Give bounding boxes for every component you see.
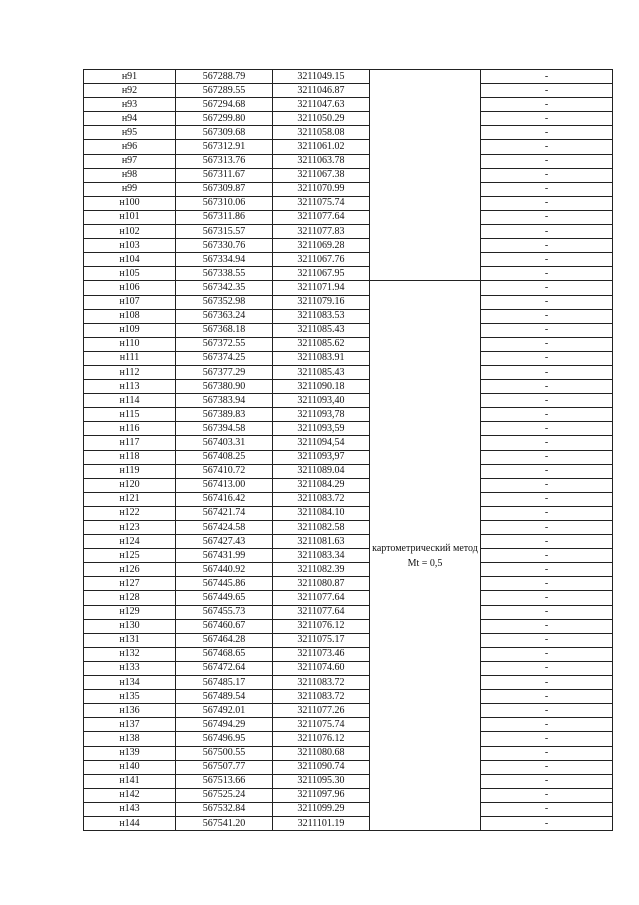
table-row (84, 84, 613, 98)
x-coordinate-cell: 567309.87 (176, 182, 273, 196)
method-cell-lower (370, 281, 481, 831)
table-row (84, 351, 613, 365)
x-coordinate-cell: 567334.94 (176, 253, 273, 267)
x-coordinate-cell: 567500.55 (176, 746, 273, 760)
dash-cell: - (481, 351, 613, 365)
x-coordinate-cell: 567389.83 (176, 408, 273, 422)
dash-cell: - (481, 210, 613, 224)
dash-cell: - (481, 774, 613, 788)
x-coordinate-cell: 567394.58 (176, 422, 273, 436)
dash-cell: - (481, 464, 613, 478)
y-coordinate-cell: 3211047.63 (273, 98, 370, 112)
table-row (84, 816, 613, 830)
y-coordinate-cell: 3211090.18 (273, 380, 370, 394)
table-row (84, 478, 613, 492)
table-row (84, 408, 613, 422)
point-name-cell: н97 (84, 154, 176, 168)
dash-cell: - (481, 704, 613, 718)
x-coordinate-cell: 567464.28 (176, 633, 273, 647)
x-coordinate-cell: 567525.24 (176, 788, 273, 802)
x-coordinate-cell: 567342.35 (176, 281, 273, 295)
table-row (84, 168, 613, 182)
table-row (84, 591, 613, 605)
point-name-cell: н124 (84, 535, 176, 549)
table-row (84, 295, 613, 309)
y-coordinate-cell: 3211101.19 (273, 816, 370, 830)
point-name-cell: н101 (84, 210, 176, 224)
point-name-cell: н95 (84, 126, 176, 140)
y-coordinate-cell: 3211095.30 (273, 774, 370, 788)
table-row (84, 802, 613, 816)
table-row (84, 577, 613, 591)
x-coordinate-cell: 567299.80 (176, 112, 273, 126)
dash-cell: - (481, 422, 613, 436)
table-row (84, 281, 613, 295)
y-coordinate-cell: 3211077.64 (273, 210, 370, 224)
y-coordinate-cell: 3211061.02 (273, 140, 370, 154)
point-name-cell: н125 (84, 549, 176, 563)
point-name-cell: н138 (84, 732, 176, 746)
point-name-cell: н128 (84, 591, 176, 605)
y-coordinate-cell: 3211075.74 (273, 196, 370, 210)
dash-cell: - (481, 605, 613, 619)
table-row (84, 422, 613, 436)
x-coordinate-cell: 567408.25 (176, 450, 273, 464)
y-coordinate-cell: 3211083.53 (273, 309, 370, 323)
y-coordinate-cell: 3211093,40 (273, 394, 370, 408)
x-coordinate-cell: 567352.98 (176, 295, 273, 309)
x-coordinate-cell: 567541.20 (176, 816, 273, 830)
y-coordinate-cell: 3211083.91 (273, 351, 370, 365)
y-coordinate-cell: 3211080.68 (273, 746, 370, 760)
y-coordinate-cell: 3211082.39 (273, 563, 370, 577)
dash-cell: - (481, 619, 613, 633)
dash-cell: - (481, 802, 613, 816)
point-name-cell: н143 (84, 802, 176, 816)
y-coordinate-cell: 3211085.43 (273, 365, 370, 379)
point-name-cell: н92 (84, 84, 176, 98)
table-row (84, 732, 613, 746)
table-row (84, 464, 613, 478)
point-name-cell: н139 (84, 746, 176, 760)
point-name-cell: н141 (84, 774, 176, 788)
method-cell-upper (370, 70, 481, 281)
table-row (84, 760, 613, 774)
table-row (84, 718, 613, 732)
x-coordinate-cell: 567472.64 (176, 661, 273, 675)
point-name-cell: н137 (84, 718, 176, 732)
table-row (84, 98, 613, 112)
y-coordinate-cell: 3211067.95 (273, 267, 370, 281)
dash-cell: - (481, 70, 613, 84)
point-name-cell: н110 (84, 337, 176, 351)
table-row (84, 309, 613, 323)
dash-cell: - (481, 478, 613, 492)
y-coordinate-cell: 3211099.29 (273, 802, 370, 816)
table-row (84, 506, 613, 520)
y-coordinate-cell: 3211094,54 (273, 436, 370, 450)
y-coordinate-cell: 3211077.26 (273, 704, 370, 718)
table-row (84, 774, 613, 788)
y-coordinate-cell: 3211090.74 (273, 760, 370, 774)
dash-cell: - (481, 647, 613, 661)
table-row (84, 267, 613, 281)
point-name-cell: н93 (84, 98, 176, 112)
x-coordinate-cell: 567383.94 (176, 394, 273, 408)
table-row (84, 70, 613, 84)
x-coordinate-cell: 567440.92 (176, 563, 273, 577)
dash-cell: - (481, 295, 613, 309)
point-name-cell: н142 (84, 788, 176, 802)
coordinates-table-body (84, 70, 613, 831)
y-coordinate-cell: 3211084.10 (273, 506, 370, 520)
dash-cell: - (481, 112, 613, 126)
table-row (84, 323, 613, 337)
dash-cell: - (481, 98, 613, 112)
x-coordinate-cell: 567338.55 (176, 267, 273, 281)
table-row (84, 394, 613, 408)
point-name-cell: н103 (84, 239, 176, 253)
point-name-cell: н121 (84, 492, 176, 506)
table-row (84, 337, 613, 351)
x-coordinate-cell: 567496.95 (176, 732, 273, 746)
point-name-cell: н144 (84, 816, 176, 830)
y-coordinate-cell: 3211093,78 (273, 408, 370, 422)
y-coordinate-cell: 3211076.12 (273, 619, 370, 633)
point-name-cell: н131 (84, 633, 176, 647)
x-coordinate-cell: 567424.58 (176, 521, 273, 535)
table-row (84, 521, 613, 535)
dash-cell: - (481, 492, 613, 506)
method-description: картометрический метод Mt = 0,5 (372, 542, 478, 569)
x-coordinate-cell: 567413.00 (176, 478, 273, 492)
y-coordinate-cell: 3211083.34 (273, 549, 370, 563)
dash-cell: - (481, 816, 613, 830)
y-coordinate-cell: 3211084.29 (273, 478, 370, 492)
dash-cell: - (481, 337, 613, 351)
y-coordinate-cell: 3211076.12 (273, 732, 370, 746)
x-coordinate-cell: 567363.24 (176, 309, 273, 323)
y-coordinate-cell: 3211077.83 (273, 225, 370, 239)
point-name-cell: н108 (84, 309, 176, 323)
table-row (84, 225, 613, 239)
x-coordinate-cell: 567288.79 (176, 70, 273, 84)
point-name-cell: н130 (84, 619, 176, 633)
x-coordinate-cell: 567416.42 (176, 492, 273, 506)
table-row (84, 535, 613, 549)
x-coordinate-cell: 567403.31 (176, 436, 273, 450)
y-coordinate-cell: 3211063.78 (273, 154, 370, 168)
dash-cell: - (481, 521, 613, 535)
dash-cell: - (481, 661, 613, 675)
point-name-cell: н134 (84, 676, 176, 690)
dash-cell: - (481, 746, 613, 760)
table-row (84, 450, 613, 464)
y-coordinate-cell: 3211075.74 (273, 718, 370, 732)
point-name-cell: н122 (84, 506, 176, 520)
point-name-cell: н133 (84, 661, 176, 675)
table-row (84, 154, 613, 168)
y-coordinate-cell: 3211046.87 (273, 84, 370, 98)
dash-cell: - (481, 690, 613, 704)
y-coordinate-cell: 3211083.72 (273, 492, 370, 506)
x-coordinate-cell: 567485.17 (176, 676, 273, 690)
table-row (84, 239, 613, 253)
x-coordinate-cell: 567311.86 (176, 210, 273, 224)
dash-cell: - (481, 408, 613, 422)
y-coordinate-cell: 3211067.76 (273, 253, 370, 267)
y-coordinate-cell: 3211083.72 (273, 676, 370, 690)
x-coordinate-cell: 567507.77 (176, 760, 273, 774)
x-coordinate-cell: 567410.72 (176, 464, 273, 478)
y-coordinate-cell: 3211075.17 (273, 633, 370, 647)
dash-cell: - (481, 577, 613, 591)
dash-cell: - (481, 323, 613, 337)
y-coordinate-cell: 3211071.94 (273, 281, 370, 295)
dash-cell: - (481, 365, 613, 379)
x-coordinate-cell: 567513.66 (176, 774, 273, 788)
y-coordinate-cell: 3211093,97 (273, 450, 370, 464)
y-coordinate-cell: 3211085.62 (273, 337, 370, 351)
point-name-cell: н113 (84, 380, 176, 394)
table-row (84, 633, 613, 647)
x-coordinate-cell: 567377.29 (176, 365, 273, 379)
dash-cell: - (481, 549, 613, 563)
y-coordinate-cell: 3211083.72 (273, 690, 370, 704)
y-coordinate-cell: 3211070.99 (273, 182, 370, 196)
point-name-cell: н120 (84, 478, 176, 492)
dash-cell: - (481, 281, 613, 295)
x-coordinate-cell: 567311.67 (176, 168, 273, 182)
dash-cell: - (481, 154, 613, 168)
table-row (84, 492, 613, 506)
table-row (84, 196, 613, 210)
point-name-cell: н99 (84, 182, 176, 196)
point-name-cell: н107 (84, 295, 176, 309)
point-name-cell: н114 (84, 394, 176, 408)
dash-cell: - (481, 732, 613, 746)
point-name-cell: н126 (84, 563, 176, 577)
table-row (84, 365, 613, 379)
x-coordinate-cell: 567294.68 (176, 98, 273, 112)
table-row (84, 704, 613, 718)
x-coordinate-cell: 567380.90 (176, 380, 273, 394)
y-coordinate-cell: 3211069.28 (273, 239, 370, 253)
point-name-cell: н123 (84, 521, 176, 535)
dash-cell: - (481, 760, 613, 774)
point-name-cell: н116 (84, 422, 176, 436)
x-coordinate-cell: 567494.29 (176, 718, 273, 732)
x-coordinate-cell: 567468.65 (176, 647, 273, 661)
point-name-cell: н118 (84, 450, 176, 464)
table-row (84, 112, 613, 126)
x-coordinate-cell: 567368.18 (176, 323, 273, 337)
x-coordinate-cell: 567330.76 (176, 239, 273, 253)
point-name-cell: н105 (84, 267, 176, 281)
point-name-cell: н109 (84, 323, 176, 337)
y-coordinate-cell: 3211081.63 (273, 535, 370, 549)
table-row (84, 253, 613, 267)
table-row (84, 661, 613, 675)
point-name-cell: н132 (84, 647, 176, 661)
dash-cell: - (481, 168, 613, 182)
dash-cell: - (481, 563, 613, 577)
x-coordinate-cell: 567289.55 (176, 84, 273, 98)
x-coordinate-cell: 567449.65 (176, 591, 273, 605)
point-name-cell: н117 (84, 436, 176, 450)
y-coordinate-cell: 3211077.64 (273, 605, 370, 619)
point-name-cell: н98 (84, 168, 176, 182)
table-row (84, 210, 613, 224)
dash-cell: - (481, 788, 613, 802)
dash-cell: - (481, 633, 613, 647)
table-row (84, 788, 613, 802)
dash-cell: - (481, 182, 613, 196)
point-name-cell: н111 (84, 351, 176, 365)
dash-cell: - (481, 126, 613, 140)
point-name-cell: н96 (84, 140, 176, 154)
x-coordinate-cell: 567431.99 (176, 549, 273, 563)
x-coordinate-cell: 567455.73 (176, 605, 273, 619)
dash-cell: - (481, 239, 613, 253)
y-coordinate-cell: 3211067.38 (273, 168, 370, 182)
table-row (84, 676, 613, 690)
dash-cell: - (481, 506, 613, 520)
y-coordinate-cell: 3211077.64 (273, 591, 370, 605)
point-name-cell: н102 (84, 225, 176, 239)
y-coordinate-cell: 3211073.46 (273, 647, 370, 661)
x-coordinate-cell: 567427.43 (176, 535, 273, 549)
dash-cell: - (481, 225, 613, 239)
dash-cell: - (481, 196, 613, 210)
x-coordinate-cell: 567489.54 (176, 690, 273, 704)
x-coordinate-cell: 567312.91 (176, 140, 273, 154)
point-name-cell: н112 (84, 365, 176, 379)
dash-cell: - (481, 436, 613, 450)
table-row (84, 619, 613, 633)
y-coordinate-cell: 3211049.15 (273, 70, 370, 84)
table-row (84, 690, 613, 704)
point-name-cell: н104 (84, 253, 176, 267)
y-coordinate-cell: 3211093,59 (273, 422, 370, 436)
point-name-cell: н106 (84, 281, 176, 295)
table-row (84, 126, 613, 140)
point-name-cell: н91 (84, 70, 176, 84)
dash-cell: - (481, 267, 613, 281)
dash-cell: - (481, 253, 613, 267)
y-coordinate-cell: 3211085.43 (273, 323, 370, 337)
dash-cell: - (481, 450, 613, 464)
x-coordinate-cell: 567492.01 (176, 704, 273, 718)
table-row (84, 549, 613, 563)
point-name-cell: н100 (84, 196, 176, 210)
point-name-cell: н140 (84, 760, 176, 774)
table-row (84, 182, 613, 196)
y-coordinate-cell: 3211089.04 (273, 464, 370, 478)
y-coordinate-cell: 3211074.60 (273, 661, 370, 675)
point-name-cell: н115 (84, 408, 176, 422)
table-row (84, 647, 613, 661)
x-coordinate-cell: 567374.25 (176, 351, 273, 365)
dash-cell: - (481, 380, 613, 394)
point-name-cell: н119 (84, 464, 176, 478)
point-name-cell: н127 (84, 577, 176, 591)
dash-cell: - (481, 84, 613, 98)
dash-cell: - (481, 309, 613, 323)
coordinates-table (83, 69, 613, 831)
y-coordinate-cell: 3211097.96 (273, 788, 370, 802)
y-coordinate-cell: 3211058.08 (273, 126, 370, 140)
x-coordinate-cell: 567445.86 (176, 577, 273, 591)
table-row (84, 436, 613, 450)
x-coordinate-cell: 567313.76 (176, 154, 273, 168)
x-coordinate-cell: 567460.67 (176, 619, 273, 633)
table-row (84, 563, 613, 577)
x-coordinate-cell: 567421.74 (176, 506, 273, 520)
dash-cell: - (481, 591, 613, 605)
x-coordinate-cell: 567310.06 (176, 196, 273, 210)
y-coordinate-cell: 3211080.87 (273, 577, 370, 591)
x-coordinate-cell: 567372.55 (176, 337, 273, 351)
y-coordinate-cell: 3211079.16 (273, 295, 370, 309)
x-coordinate-cell: 567315.57 (176, 225, 273, 239)
point-name-cell: н135 (84, 690, 176, 704)
dash-cell: - (481, 676, 613, 690)
point-name-cell: н94 (84, 112, 176, 126)
table-row (84, 605, 613, 619)
point-name-cell: н136 (84, 704, 176, 718)
x-coordinate-cell: 567309.68 (176, 126, 273, 140)
table-row (84, 746, 613, 760)
table-row (84, 140, 613, 154)
y-coordinate-cell: 3211082.58 (273, 521, 370, 535)
dash-cell: - (481, 718, 613, 732)
x-coordinate-cell: 567532.84 (176, 802, 273, 816)
dash-cell: - (481, 140, 613, 154)
table-row (84, 380, 613, 394)
y-coordinate-cell: 3211050.29 (273, 112, 370, 126)
dash-cell: - (481, 394, 613, 408)
point-name-cell: н129 (84, 605, 176, 619)
dash-cell: - (481, 535, 613, 549)
